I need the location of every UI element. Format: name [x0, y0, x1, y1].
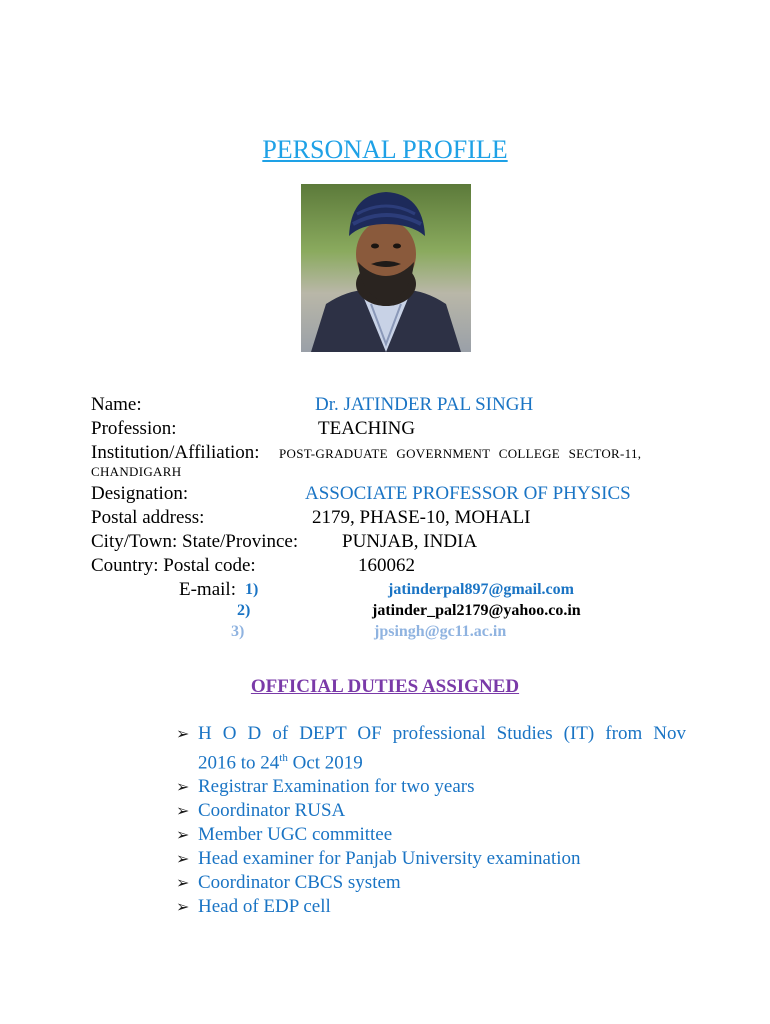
designation-label: Designation: — [91, 483, 189, 504]
duties-section-title: OFFICIAL DUTIES ASSIGNED — [250, 676, 520, 697]
city-state-value: PUNJAB, INDIA — [342, 531, 478, 552]
duty-item-text: Head of EDP cell — [198, 896, 331, 918]
duty-hod-line2-end: Oct 2019 — [287, 752, 363, 774]
duty-hod-ordinal: th — [279, 752, 288, 764]
duty-item-edp — [176, 895, 686, 919]
profession-label: Profession: — [91, 418, 177, 439]
arrow-bullet-icon: ➢ — [176, 849, 190, 869]
institution-label: Institution/Affiliation: — [91, 442, 260, 463]
postal-address-label: Postal address: — [91, 507, 205, 528]
institution-value-line1: POST-GRADUATE GOVERNMENT COLLEGE SECTOR-11, — [279, 446, 642, 461]
email-number-3: 3) — [231, 623, 245, 640]
duty-hod-line1: H O D of DEPT OF professional Studies (IT) from Nov — [198, 723, 686, 744]
page-title: PERSONAL PROFILE — [262, 135, 508, 164]
duty-item-ugc — [176, 823, 686, 847]
duty-item-head-examiner — [176, 847, 686, 871]
name-label: Name: — [91, 394, 142, 415]
duty-item-text: Registrar Examination for two years — [198, 776, 475, 798]
duty-item-text: Coordinator CBCS system — [198, 872, 401, 894]
country-postal-value: 160062 — [358, 555, 415, 576]
profession-value: TEACHING — [318, 418, 416, 439]
duty-item-hod — [176, 722, 686, 775]
city-state-label: City/Town: State/Province: — [91, 531, 299, 552]
arrow-bullet-icon: ➢ — [176, 825, 190, 845]
duty-hod-line2-start: 2016 to 24 — [198, 752, 280, 774]
arrow-bullet-icon: ➢ — [176, 801, 190, 821]
arrow-bullet-icon: ➢ — [176, 724, 190, 743]
arrow-bullet-icon: ➢ — [176, 873, 190, 893]
designation-value: ASSOCIATE PROFESSOR OF PHYSICS — [305, 483, 631, 504]
duty-item-cbcs — [176, 871, 686, 895]
duty-item-text: Coordinator RUSA — [198, 800, 346, 822]
duties-list — [176, 722, 686, 919]
duty-item-text: Head examiner for Panjab University examination — [198, 848, 581, 870]
duty-item-rusa — [176, 799, 686, 823]
duty-item-text: Member UGC committee — [198, 824, 393, 846]
email-number-1: 1) — [245, 581, 259, 598]
name-value: Dr. JATINDER PAL SINGH — [315, 394, 534, 415]
postal-address-value: 2179, PHASE-10, MOHALI — [312, 507, 531, 528]
profile-photo-image — [301, 184, 471, 352]
institution-value-line2: CHANDIGARH — [91, 464, 182, 479]
email-address-1[interactable]: jatinderpal897@gmail.com — [388, 581, 574, 598]
email-number-2: 2) — [237, 602, 251, 619]
email-label: E-mail: — [179, 579, 236, 600]
country-postal-label: Country: Postal code: — [91, 555, 256, 576]
duty-item-registrar — [176, 775, 686, 799]
arrow-bullet-icon: ➢ — [176, 777, 190, 797]
email-address-3[interactable]: jpsingh@gc11.ac.in — [374, 623, 507, 640]
arrow-bullet-icon: ➢ — [176, 897, 190, 917]
profile-photo — [301, 184, 471, 352]
email-address-2[interactable]: jatinder_pal2179@yahoo.co.in — [372, 602, 581, 619]
